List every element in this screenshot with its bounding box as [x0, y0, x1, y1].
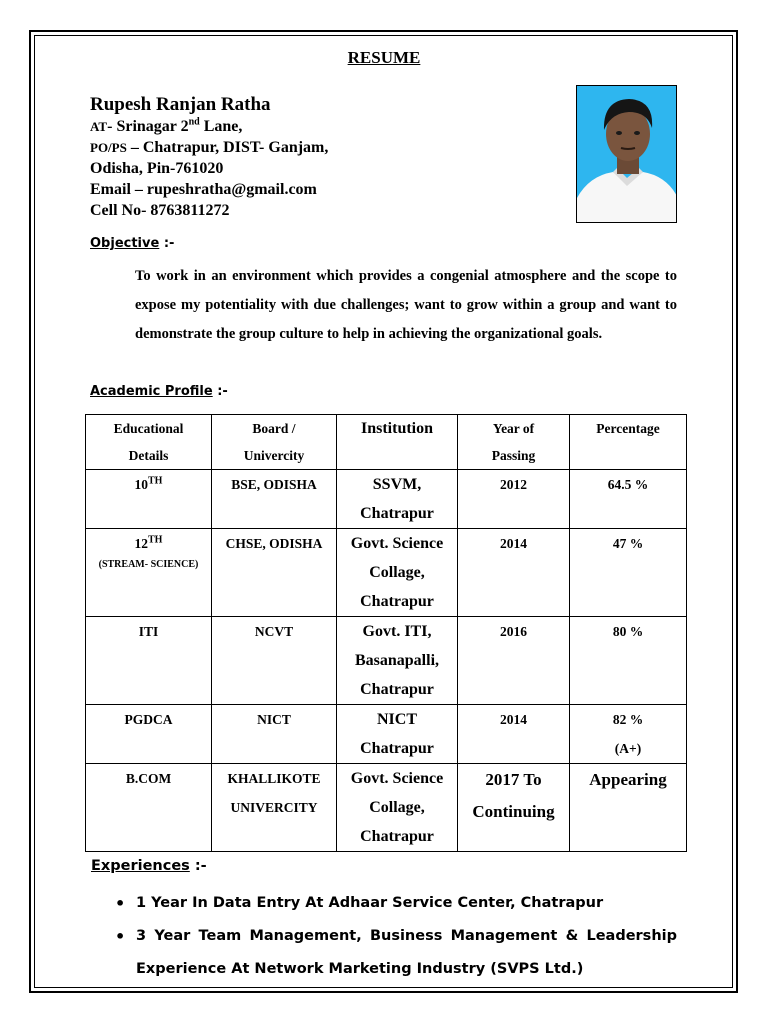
cell-year: 2016 — [458, 617, 570, 705]
address-line-1: AT- Srinagar 2nd Lane, — [90, 116, 243, 135]
list-item: • 1 Year In Data Entry At Adhaar Service Center, Chatrapur — [115, 887, 677, 920]
header-institution: Institution — [337, 415, 458, 470]
academic-profile-heading: Academic Profile :- — [90, 384, 228, 399]
header-educational-details: Educational Details — [86, 415, 212, 470]
experiences-heading: Experiences :- — [91, 858, 207, 874]
cell-details: B.COM — [86, 764, 212, 852]
table-row — [86, 705, 687, 764]
table-row — [86, 617, 687, 705]
table-header-row — [86, 415, 687, 470]
resume-title: RESUME — [347, 48, 421, 67]
cell-institution: Govt. Science Collage, Chatrapur — [337, 529, 458, 617]
cell-institution: Govt. Science Collage, Chatrapur — [337, 764, 458, 852]
cell-details: PGDCA — [86, 705, 212, 764]
header-year-of-passing: Year of Passing — [458, 415, 570, 470]
cell-percentage: 64.5 % — [570, 470, 687, 529]
candidate-name: Rupesh Ranjan Ratha — [90, 94, 271, 115]
cell-year: 2012 — [458, 470, 570, 529]
cell-year: 2017 To Continuing — [458, 764, 570, 852]
list-item: • 3 Year Team Management, Business Management & Leadership Experience At Network Marketing Industry (SVPS Ltd.) — [115, 920, 677, 986]
objective-heading: Objective :- — [90, 236, 175, 251]
cell-board: NCVT — [212, 617, 337, 705]
header-board-university: Board / Univercity — [212, 415, 337, 470]
person-portrait-icon — [577, 86, 677, 223]
profile-photo — [576, 85, 677, 223]
table-row — [86, 529, 687, 617]
cell-percentage: 80 % — [570, 617, 687, 705]
cell-board: KHALLIKOTE UNIVERCITY — [212, 764, 337, 852]
cell-percentage: 47 % — [570, 529, 687, 617]
cell-details: ITI — [86, 617, 212, 705]
cell-board: BSE, ODISHA — [212, 470, 337, 529]
academic-profile-table — [85, 414, 687, 852]
cell-institution: SSVM, Chatrapur — [337, 470, 458, 529]
cell-details: 12TH (STREAM- SCIENCE) — [86, 529, 212, 617]
address-line-2: PO/PS – Chatrapur, DIST- Ganjam, — [90, 139, 329, 156]
table-row — [86, 470, 687, 529]
cell-institution: NICT Chatrapur — [337, 705, 458, 764]
cell-line: Cell No- 8763811272 — [90, 202, 230, 219]
cell-year: 2014 — [458, 529, 570, 617]
header-percentage: Percentage — [570, 415, 687, 470]
cell-percentage: Appearing — [570, 764, 687, 852]
table-row — [86, 764, 687, 852]
cell-institution: Govt. ITI, Basanapalli, Chatrapur — [337, 617, 458, 705]
experiences-list — [115, 887, 677, 986]
cell-board: NICT — [212, 705, 337, 764]
cell-details: 10TH — [86, 470, 212, 529]
objective-text: To work in an environment which provides a congenial atmosphere and the scope to expose my potentiality with due challenges; want to grow within a group and want to demonstrate the group culture to help in achieving the organizational goals. — [135, 268, 677, 342]
email-line: Email – rupeshratha@gmail.com — [90, 181, 317, 198]
cell-percentage: 82 % (A+) — [570, 705, 687, 764]
cell-board: CHSE, ODISHA — [212, 529, 337, 617]
address-line-3: Odisha, Pin-761020 — [90, 160, 224, 177]
cell-year: 2014 — [458, 705, 570, 764]
